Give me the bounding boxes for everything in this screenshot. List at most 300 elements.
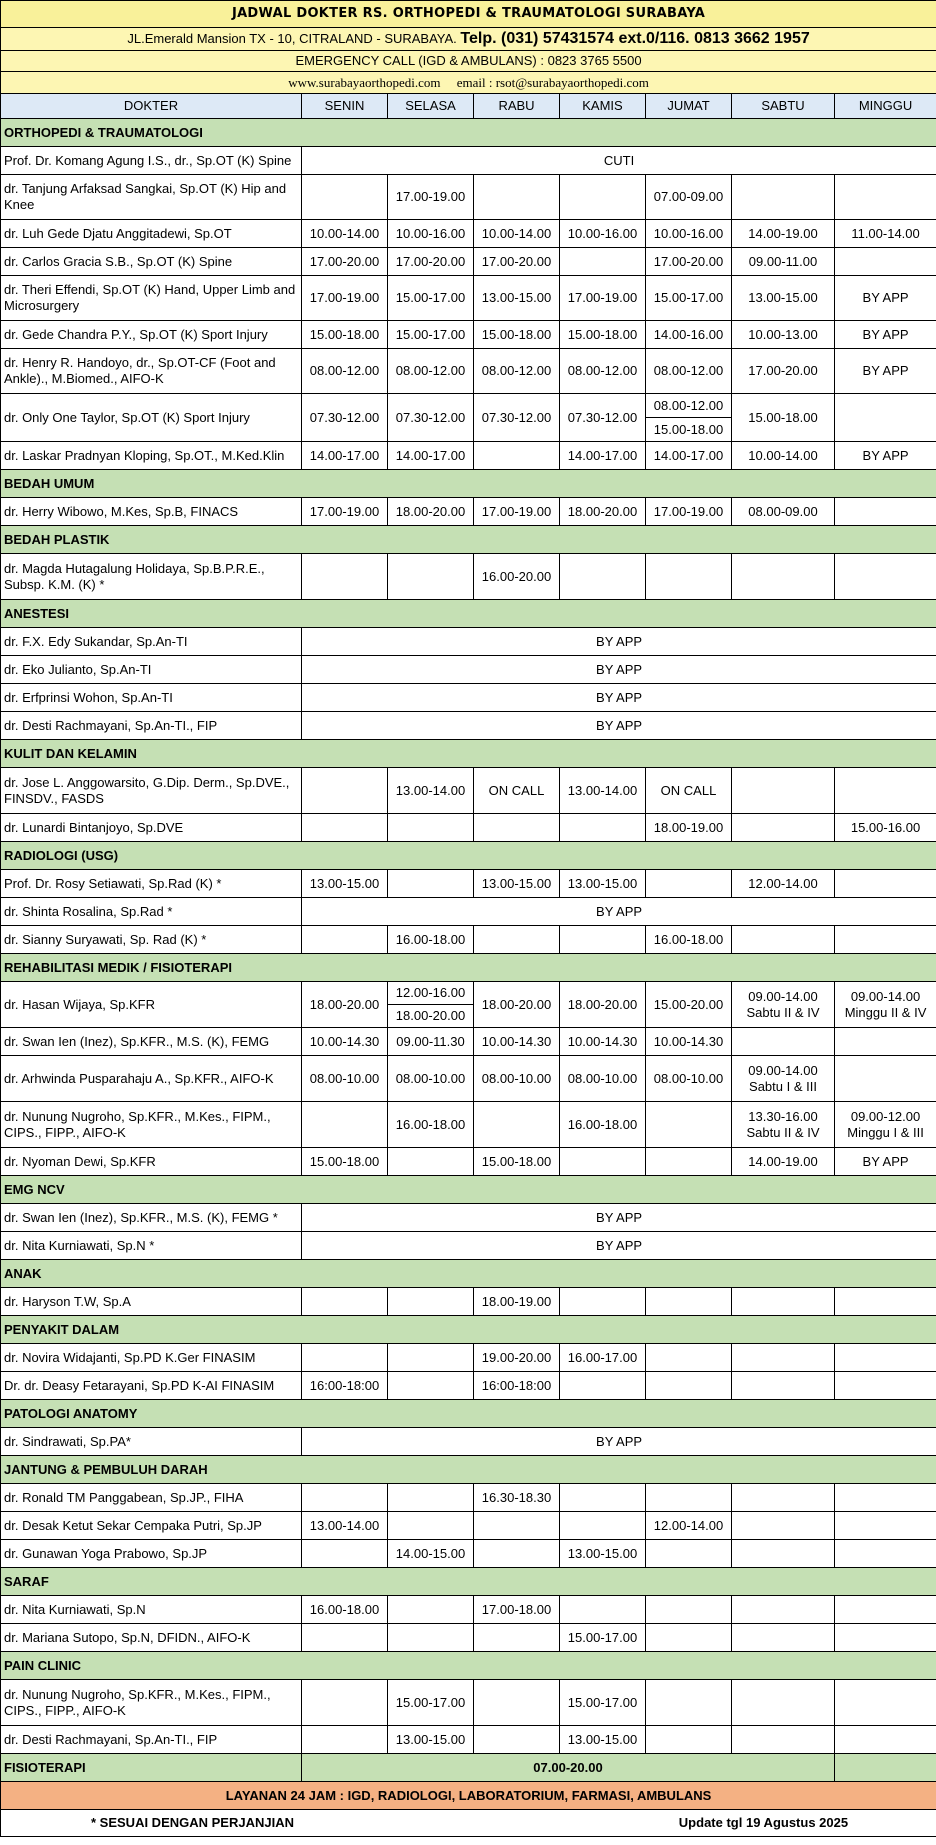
doctor-row [1,554,936,600]
doctor-name: dr. Novira Widajanti, Sp.PD K.Ger FINASIM [1,1344,302,1372]
schedule-cell-sabtu [732,175,835,220]
doctor-row [1,1624,936,1652]
schedule-cell-minggu: 15.00-16.00 [835,814,936,842]
doctor-name: dr. Nita Kurniawati, Sp.N * [1,1232,302,1260]
schedule-cell-sabtu [732,1288,835,1316]
doctor-name: dr. Hasan Wijaya, Sp.KFR [1,982,302,1028]
schedule-cell-senin [302,768,388,814]
schedule-cell-kamis: 16.00-17.00 [560,1344,646,1372]
schedule-cell-selasa: 14.00-17.00 [388,442,474,470]
doctor-name: dr. Arhwinda Pusparahaju A., Sp.KFR., AIFO-K [1,1056,302,1102]
schedule-cell-rabu: 13.00-15.00 [474,870,560,898]
section-header [1,600,936,628]
schedule-slot: 12.00-16.00 [395,985,466,1000]
schedule-cell-kamis [560,1148,646,1176]
schedule-cell-rabu: 08.00-12.00 [474,349,560,394]
doctor-row [1,394,936,442]
schedule-cell-sabtu [732,1540,835,1568]
section-title: RADIOLOGI (USG) [1,842,936,870]
schedule-cell-selasa: 15.00-17.00 [388,276,474,321]
schedule-cell-kamis: 13.00-14.00 [560,768,646,814]
schedule-cell-minggu [835,394,936,442]
schedule-cell-selasa [388,1512,474,1540]
section-title: KULIT DAN KELAMIN [1,740,936,768]
schedule-cell-senin [302,1102,388,1148]
schedule-cell-selasa [388,1148,474,1176]
schedule-cell-minggu: BY APP [835,276,936,321]
doctor-name: dr. Magda Hutagalung Holidaya, Sp.B.P.R.E., Subsp. K.M. (K) * [1,554,302,600]
schedule-cell-rabu: 18.00-19.00 [474,1288,560,1316]
schedule-cell-minggu [835,1596,936,1624]
schedule-cell-kamis: 13.00-15.00 [560,870,646,898]
schedule-cell-jumat: 14.00-16.00 [646,321,732,349]
schedule-cell-senin: 10.00-14.30 [302,1028,388,1056]
schedule-cell-kamis [560,814,646,842]
doctor-row [1,1726,936,1754]
doctor-row [1,1288,936,1316]
schedule-cell-selasa: 16.00-18.00 [388,1102,474,1148]
schedule-cell-minggu [835,175,936,220]
doctor-name: dr. F.X. Edy Sukandar, Sp.An-TI [1,628,302,656]
schedule-cell-senin: 17.00-19.00 [302,276,388,321]
col-header-minggu: MINGGU [835,94,936,119]
schedule-cell-selasa: 18.00-20.00 [388,498,474,526]
schedule-cell-senin [302,554,388,600]
email-link[interactable]: email : rsot@surabayaorthopedi.com [456,74,649,90]
schedule-cell-sabtu: 09.00-11.00 [732,248,835,276]
doctor-name: dr. Sindrawati, Sp.PA* [1,1428,302,1456]
doctor-row [1,1056,936,1102]
doctor-row [1,628,936,656]
schedule-cell-rabu: 16.30-18.30 [474,1484,560,1512]
fisioterapi-row [1,1754,936,1782]
schedule-body [1,119,936,1754]
schedule-cell-minggu: BY APP [835,1148,936,1176]
schedule-cell-selasa: 09.00-11.30 [388,1028,474,1056]
schedule-cell-selasa [388,982,474,1028]
schedule-cell-rabu [474,442,560,470]
doctor-name: dr. Theri Effendi, Sp.OT (K) Hand, Upper Limb and Microsurgery [1,276,302,321]
schedule-cell-kamis: 15.00-17.00 [560,1624,646,1652]
doctor-name: dr. Nunung Nugroho, Sp.KFR., M.Kes., FIPM., CIPS., FIPP., AIFO-K [1,1680,302,1726]
doctor-row [1,248,936,276]
footnote: * SESUAI DENGAN PERJANJIAN [1,1810,560,1837]
section-title: EMG NCV [1,1176,936,1204]
schedule-cell-kamis [560,1596,646,1624]
address: JL.Emerald Mansion TX - 10, CITRALAND - SURABAYA. [127,31,457,46]
section-title: BEDAH PLASTIK [1,526,936,554]
schedule-cell-sabtu [732,926,835,954]
doctor-name: dr. Haryson T.W, Sp.A [1,1288,302,1316]
schedule-cell-kamis: 10.00-14.30 [560,1028,646,1056]
schedule-span-cell: BY APP [302,1232,936,1260]
schedule-cell-minggu [835,1624,936,1652]
schedule-cell-senin: 16.00-18.00 [302,1596,388,1624]
schedule-cell-rabu [474,1102,560,1148]
schedule-cell-minggu: BY APP [835,349,936,394]
schedule-cell-jumat [646,1596,732,1624]
schedule-cell-kamis: 08.00-10.00 [560,1056,646,1102]
doctor-name: Dr. dr. Deasy Fetarayani, Sp.PD K-AI FINASIM [1,1372,302,1400]
schedule-cell-rabu [474,1512,560,1540]
schedule-cell-senin [302,1288,388,1316]
schedule-cell-minggu [835,1288,936,1316]
schedule-cell-sabtu [732,814,835,842]
schedule-cell-sabtu [732,1028,835,1056]
doctor-row [1,1148,936,1176]
schedule-cell-minggu: 09.00-12.00 Minggu I & III [835,1102,936,1148]
doctor-row [1,684,936,712]
col-header-jumat: JUMAT [646,94,732,119]
fisioterapi-label: FISIOTERAPI [1,1754,302,1782]
schedule-cell-rabu [474,1726,560,1754]
schedule-span-cell: BY APP [302,898,936,926]
schedule-cell-senin: 17.00-19.00 [302,498,388,526]
schedule-cell-rabu [474,926,560,954]
schedule-cell-kamis: 18.00-20.00 [560,498,646,526]
schedule-cell-sabtu [732,768,835,814]
schedule-cell-senin [302,1344,388,1372]
schedule-cell-selasa: 13.00-15.00 [388,1726,474,1754]
schedule-cell-selasa [388,870,474,898]
schedule-cell-jumat [646,1372,732,1400]
doctor-name: dr. Eko Julianto, Sp.An-TI [1,656,302,684]
schedule-cell-sabtu [732,1624,835,1652]
doctor-name: dr. Sianny Suryawati, Sp. Rad (K) * [1,926,302,954]
section-header [1,1316,936,1344]
schedule-cell-minggu [835,1726,936,1754]
section-header [1,119,936,147]
schedule-cell-sabtu: 17.00-20.00 [732,349,835,394]
doctor-row [1,898,936,926]
schedule-cell-kamis: 15.00-18.00 [560,321,646,349]
schedule-cell-kamis: 07.30-12.00 [560,394,646,442]
schedule-cell-senin [302,1540,388,1568]
schedule-cell-selasa [388,814,474,842]
schedule-cell-sabtu [732,1344,835,1372]
page-title: JADWAL DOKTER RS. ORTHOPEDI & TRAUMATOLOGI SURABAYA [1,1,936,28]
schedule-cell-minggu: BY APP [835,321,936,349]
schedule-cell-senin: 14.00-17.00 [302,442,388,470]
schedule-cell-sabtu: 12.00-14.00 [732,870,835,898]
schedule-cell-senin: 13.00-15.00 [302,870,388,898]
schedule-cell-selasa [388,554,474,600]
schedule-cell-sabtu [732,1680,835,1726]
schedule-cell-jumat: 16.00-18.00 [646,926,732,954]
schedule-cell-sabtu: 14.00-19.00 [732,1148,835,1176]
schedule-cell-senin [302,1484,388,1512]
section-header [1,842,936,870]
schedule-cell-minggu [835,1680,936,1726]
update-date: Update tgl 19 Agustus 2025 [560,1810,936,1837]
doctor-row [1,1596,936,1624]
schedule-cell-selasa [388,1372,474,1400]
schedule-cell-minggu [835,1056,936,1102]
section-title: PAIN CLINIC [1,1652,936,1680]
schedule-cell-senin: 15.00-18.00 [302,321,388,349]
doctor-row [1,926,936,954]
schedule-cell-jumat: 08.00-12.00 [646,349,732,394]
doctor-row [1,175,936,220]
schedule-cell-sabtu: 10.00-14.00 [732,442,835,470]
schedule-cell-senin [302,814,388,842]
schedule-cell-rabu [474,1540,560,1568]
schedule-slot: 18.00-20.00 [388,1004,473,1027]
doctor-name: dr. Ronald TM Panggabean, Sp.JP., FIHA [1,1484,302,1512]
doctor-name: dr. Desak Ketut Sekar Cempaka Putri, Sp.JP [1,1512,302,1540]
schedule-span-cell: BY APP [302,1428,936,1456]
schedule-cell-kamis [560,1288,646,1316]
section-header [1,1400,936,1428]
schedule-cell-rabu: 17.00-18.00 [474,1596,560,1624]
schedule-cell-jumat [646,870,732,898]
doctor-row [1,276,936,321]
doctor-row [1,498,936,526]
schedule-cell-senin: 08.00-12.00 [302,349,388,394]
fisioterapi-hours: 07.00-20.00 [302,1754,835,1782]
doctor-name: dr. Lunardi Bintanjoyo, Sp.DVE [1,814,302,842]
schedule-cell-senin: 15.00-18.00 [302,1148,388,1176]
section-title: ORTHOPEDI & TRAUMATOLOGI [1,119,936,147]
schedule-cell-kamis: 13.00-15.00 [560,1540,646,1568]
doctor-row [1,1484,936,1512]
schedule-cell-jumat [646,1680,732,1726]
schedule-cell-rabu: 15.00-18.00 [474,321,560,349]
section-title: JANTUNG & PEMBULUH DARAH [1,1456,936,1484]
schedule-span-cell: CUTI [302,147,936,175]
col-header-selasa: SELASA [388,94,474,119]
doctor-name: dr. Nyoman Dewi, Sp.KFR [1,1148,302,1176]
schedule-cell-selasa [388,1288,474,1316]
schedule-cell-sabtu: 13.00-15.00 [732,276,835,321]
schedule-cell-minggu [835,1372,936,1400]
schedule-cell-kamis: 13.00-15.00 [560,1726,646,1754]
col-header-senin: SENIN [302,94,388,119]
schedule-cell-jumat: 14.00-17.00 [646,442,732,470]
schedule-cell-sabtu [732,1372,835,1400]
schedule-cell-minggu [835,870,936,898]
schedule-cell-jumat: 08.00-10.00 [646,1056,732,1102]
schedule-cell-jumat [646,1148,732,1176]
doctor-row [1,768,936,814]
schedule-cell-kamis: 16.00-18.00 [560,1102,646,1148]
schedule-cell-jumat: 07.00-09.00 [646,175,732,220]
schedule-cell-selasa: 13.00-14.00 [388,768,474,814]
schedule-cell-rabu: 17.00-19.00 [474,498,560,526]
section-header [1,954,936,982]
section-header [1,1176,936,1204]
schedule-cell-minggu [835,1344,936,1372]
schedule-cell-sabtu [732,1512,835,1540]
doctor-row [1,712,936,740]
schedule-cell-senin: 10.00-14.00 [302,220,388,248]
schedule-cell-selasa: 10.00-16.00 [388,220,474,248]
schedule-cell-sabtu [732,554,835,600]
schedule-cell-selasa: 15.00-17.00 [388,1680,474,1726]
schedule-cell-senin: 08.00-10.00 [302,1056,388,1102]
schedule-cell-minggu [835,1484,936,1512]
schedule-cell-rabu: 16.00-20.00 [474,554,560,600]
section-title: PENYAKIT DALAM [1,1316,936,1344]
schedule-cell-minggu [835,1512,936,1540]
col-header-rabu: RABU [474,94,560,119]
section-header [1,1652,936,1680]
doctor-name: dr. Swan Ien (Inez), Sp.KFR., M.S. (K), FEMG * [1,1204,302,1232]
schedule-cell-jumat [646,1540,732,1568]
schedule-cell-sabtu: 15.00-18.00 [732,394,835,442]
schedule-cell-selasa: 08.00-12.00 [388,349,474,394]
doctor-row [1,1102,936,1148]
section-header [1,470,936,498]
doctor-name: dr. Gunawan Yoga Prabowo, Sp.JP [1,1540,302,1568]
schedule-cell-rabu [474,1680,560,1726]
schedule-cell-rabu [474,1624,560,1652]
services-banner: LAYANAN 24 JAM : IGD, RADIOLOGI, LABORATORIUM, FARMASI, AMBULANS [1,1782,936,1810]
schedule-cell-kamis: 17.00-19.00 [560,276,646,321]
doctor-row [1,656,936,684]
schedule-cell-selasa: 16.00-18.00 [388,926,474,954]
schedule-cell-sabtu: 08.00-09.00 [732,498,835,526]
doctor-row [1,1232,936,1260]
schedule-cell-jumat: 15.00-20.00 [646,982,732,1028]
col-header-kamis: KAMIS [560,94,646,119]
schedule-cell-selasa [388,1624,474,1652]
section-title: SARAF [1,1568,936,1596]
schedule-cell-selasa: 15.00-17.00 [388,321,474,349]
schedule-cell-kamis [560,175,646,220]
schedule-cell-kamis: 08.00-12.00 [560,349,646,394]
doctor-name: Prof. Dr. Rosy Setiawati, Sp.Rad (K) * [1,870,302,898]
schedule-span-cell: BY APP [302,628,936,656]
website-link[interactable]: www.surabayaorthopedi.com [288,74,441,90]
schedule-slot: 08.00-12.00 [653,397,724,413]
schedule-slot: 15.00-18.00 [646,417,731,441]
schedule-cell-kamis [560,1512,646,1540]
doctor-name: dr. Nita Kurniawati, Sp.N [1,1596,302,1624]
schedule-cell-jumat [646,1624,732,1652]
doctor-name: dr. Herry Wibowo, M.Kes, Sp.B, FINACS [1,498,302,526]
fisioterapi-empty [835,1754,936,1782]
schedule-cell-minggu [835,498,936,526]
schedule-cell-selasa: 17.00-20.00 [388,248,474,276]
schedule-cell-minggu: BY APP [835,442,936,470]
schedule-span-cell: BY APP [302,684,936,712]
emergency-call: EMERGENCY CALL (IGD & AMBULANS) : 0823 3765 5500 [1,51,936,72]
schedule-cell-kamis [560,554,646,600]
doctor-row [1,1428,936,1456]
schedule-cell-sabtu: 09.00-14.00 Sabtu I & III [732,1056,835,1102]
section-header [1,1260,936,1288]
schedule-cell-senin: 17.00-20.00 [302,248,388,276]
schedule-cell-sabtu [732,1484,835,1512]
schedule-cell-sabtu: 14.00-19.00 [732,220,835,248]
doctor-row [1,870,936,898]
schedule-cell-jumat [646,1102,732,1148]
schedule-cell-minggu [835,926,936,954]
doctor-name: dr. Gede Chandra P.Y., Sp.OT (K) Sport Injury [1,321,302,349]
schedule-cell-jumat: 10.00-14.30 [646,1028,732,1056]
section-header [1,1456,936,1484]
schedule-cell-kamis: 15.00-17.00 [560,1680,646,1726]
schedule-cell-senin: 18.00-20.00 [302,982,388,1028]
doctor-row [1,1344,936,1372]
schedule-cell-minggu [835,1028,936,1056]
doctor-name: dr. Desti Rachmayani, Sp.An-TI., FIP [1,712,302,740]
schedule-cell-kamis [560,1372,646,1400]
schedule-cell-kamis [560,248,646,276]
schedule-cell-kamis: 14.00-17.00 [560,442,646,470]
schedule-cell-senin [302,175,388,220]
schedule-cell-jumat [646,1726,732,1754]
schedule-cell-jumat [646,1344,732,1372]
schedule-cell-kamis: 18.00-20.00 [560,982,646,1028]
schedule-cell-kamis [560,1484,646,1512]
doctor-row [1,1204,936,1232]
schedule-cell-selasa [388,1596,474,1624]
schedule-cell-senin [302,1624,388,1652]
schedule-cell-rabu: 15.00-18.00 [474,1148,560,1176]
schedule-cell-jumat: 17.00-20.00 [646,248,732,276]
schedule-cell-jumat: 10.00-16.00 [646,220,732,248]
doctor-row [1,220,936,248]
schedule-span-cell: BY APP [302,656,936,684]
schedule-cell-rabu: 07.30-12.00 [474,394,560,442]
schedule-cell-senin [302,926,388,954]
doctor-name: dr. Jose L. Anggowarsito, G.Dip. Derm., Sp.DVE., FINSDV., FASDS [1,768,302,814]
doctor-name: dr. Luh Gede Djatu Anggitadewi, Sp.OT [1,220,302,248]
schedule-cell-rabu: 17.00-20.00 [474,248,560,276]
schedule-cell-rabu [474,814,560,842]
schedule-cell-senin [302,1680,388,1726]
schedule-cell-jumat [646,554,732,600]
doctor-row [1,321,936,349]
schedule-cell-selasa [388,1484,474,1512]
section-title: ANAK [1,1260,936,1288]
schedule-cell-rabu: ON CALL [474,768,560,814]
doctor-row [1,1680,936,1726]
section-title: ANESTESI [1,600,936,628]
schedule-cell-minggu: 11.00-14.00 [835,220,936,248]
schedule-cell-jumat [646,394,732,442]
doctor-row [1,1540,936,1568]
schedule-span-cell: BY APP [302,712,936,740]
schedule-cell-minggu [835,768,936,814]
schedule-cell-minggu [835,1540,936,1568]
schedule-cell-selasa: 17.00-19.00 [388,175,474,220]
schedule-cell-minggu [835,248,936,276]
doctor-row [1,982,936,1028]
schedule-cell-sabtu [732,1596,835,1624]
schedule-cell-senin: 07.30-12.00 [302,394,388,442]
schedule-cell-rabu [474,175,560,220]
schedule-cell-rabu: 13.00-15.00 [474,276,560,321]
address-line [1,28,936,51]
schedule-cell-selasa [388,1344,474,1372]
schedule-cell-kamis: 10.00-16.00 [560,220,646,248]
doctor-row [1,814,936,842]
schedule-cell-sabtu [732,1726,835,1754]
doctor-row [1,349,936,394]
doctor-name: dr. Laskar Pradnyan Kloping, Sp.OT., M.Ked.Klin [1,442,302,470]
doctor-row [1,1512,936,1540]
schedule-cell-senin [302,1726,388,1754]
doctor-row [1,1028,936,1056]
doctor-name: dr. Nunung Nugroho, Sp.KFR., M.Kes., FIPM., CIPS., FIPP., AIFO-K [1,1102,302,1148]
schedule-cell-rabu: 10.00-14.00 [474,220,560,248]
schedule-span-cell: BY APP [302,1204,936,1232]
doctor-name: dr. Only One Taylor, Sp.OT (K) Sport Injury [1,394,302,442]
schedule-cell-minggu: 09.00-14.00 Minggu II & IV [835,982,936,1028]
